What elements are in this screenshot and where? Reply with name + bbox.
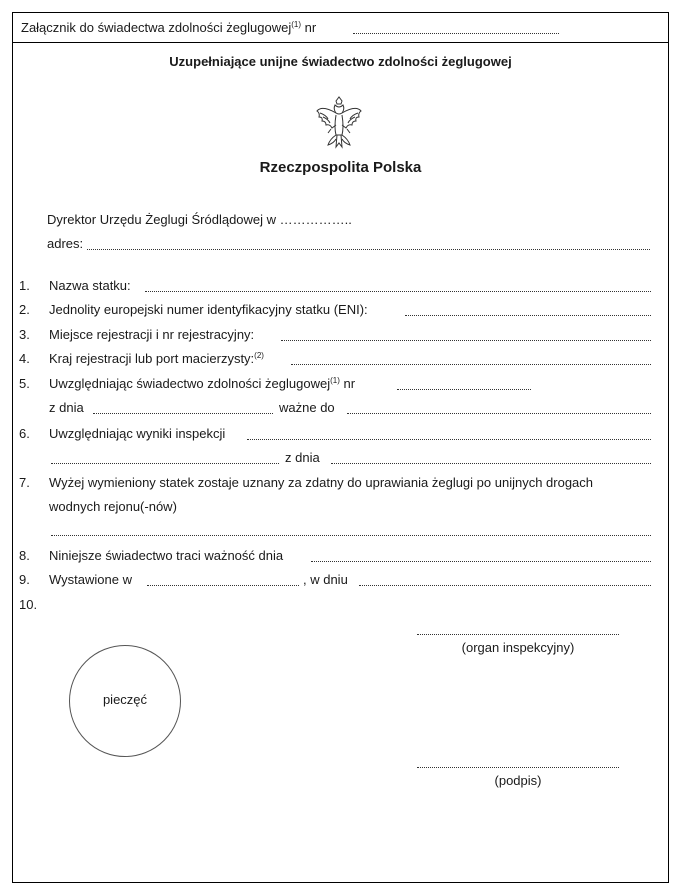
signature-label: (podpis)	[494, 773, 542, 788]
item-1-dots[interactable]	[145, 291, 651, 292]
item-3-number: 3.	[19, 327, 30, 342]
organ-dots[interactable]	[417, 634, 619, 635]
item-4-label: Kraj rejestracji lub port macierzysty:	[49, 351, 255, 366]
director-line: Dyrektor Urzędu Żeglugi Śródlądowej w ……………..	[47, 212, 352, 227]
organ-label: (organ inspekcyjny)	[461, 640, 575, 655]
item-4-label-wrap	[49, 351, 264, 367]
item-5-nr-label: nr	[343, 376, 356, 391]
item-9-place-dots[interactable]	[147, 585, 299, 586]
item-9-label: Wystawione w	[49, 572, 132, 587]
header-text	[21, 20, 316, 36]
white-eagle-emblem	[314, 95, 364, 153]
stamp-circle	[69, 645, 181, 757]
item-9-date-dots[interactable]	[359, 585, 651, 586]
item-2-label: Jednolity europejski numer identyfikacyjny statku (ENI):	[49, 302, 368, 317]
item-2-number: 2.	[19, 302, 30, 317]
stamp-label: pieczęć	[102, 692, 148, 707]
address-label: adres:	[47, 236, 84, 251]
item-6-date-label: z dnia	[285, 450, 320, 465]
document-title: Uzupełniające unijne świadectwo zdolności żeglugowej	[169, 54, 512, 69]
item-6-line2-dots[interactable]	[51, 463, 279, 464]
header-row	[13, 13, 668, 43]
item-5-note-ref: (1)	[330, 376, 340, 385]
item-3-dots[interactable]	[281, 340, 651, 341]
item-4-number: 4.	[19, 351, 30, 366]
item-2-dots[interactable]	[405, 315, 651, 316]
item-6-dots[interactable]	[247, 439, 651, 440]
item-6-label: Uwzględniając wyniki inspekcji	[49, 426, 226, 441]
item-5-nr-dots[interactable]	[397, 389, 531, 390]
item-8-label: Niniejsze świadectwo traci ważność dnia	[49, 548, 284, 563]
address-dots[interactable]	[87, 249, 650, 250]
item-10-number: 10.	[19, 597, 38, 612]
certificate-frame	[12, 12, 669, 883]
item-7-dots[interactable]	[51, 535, 651, 536]
item-5-valid-dots[interactable]	[347, 413, 651, 414]
item-8-dots[interactable]	[311, 561, 651, 562]
item-5-number: 5.	[19, 376, 30, 391]
item-4-note-ref: (2)	[254, 351, 264, 360]
item-1-number: 1.	[19, 278, 30, 293]
item-6-date-dots[interactable]	[331, 463, 651, 464]
item-8-number: 8.	[19, 548, 30, 563]
header-nr-label: nr	[304, 20, 317, 35]
item-7-number: 7.	[19, 475, 30, 490]
header-prefix: Załącznik do świadectwa zdolności żeglugowej	[21, 20, 292, 35]
header-note-ref: (1)	[291, 20, 302, 29]
header-nr-dots[interactable]	[353, 33, 559, 34]
item-1-label: Nazwa statku:	[49, 278, 131, 293]
signature-dots[interactable]	[417, 767, 619, 768]
item-5-from-dots[interactable]	[93, 413, 273, 414]
item-5-from-label: z dnia	[49, 400, 84, 415]
item-5-label-wrap	[49, 376, 355, 392]
country-name: Rzeczpospolita Polska	[259, 159, 422, 176]
item-7-line2: wodnych rejonu(-nów)	[49, 499, 177, 514]
item-7-label: Wyżej wymieniony statek zostaje uznany za zdatny do uprawiania żeglugi po unijnych drogach	[49, 475, 594, 490]
item-6-number: 6.	[19, 426, 30, 441]
item-5-valid-label: ważne do	[279, 400, 335, 415]
item-9-number: 9.	[19, 572, 30, 587]
item-3-label: Miejsce rejestracji i nr rejestracyjny:	[49, 327, 255, 342]
item-5-label: Uwzględniając świadectwo zdolności żeglugowej	[49, 376, 331, 391]
item-4-dots[interactable]	[291, 364, 651, 365]
item-9-date-label: , w dniu	[303, 572, 348, 587]
